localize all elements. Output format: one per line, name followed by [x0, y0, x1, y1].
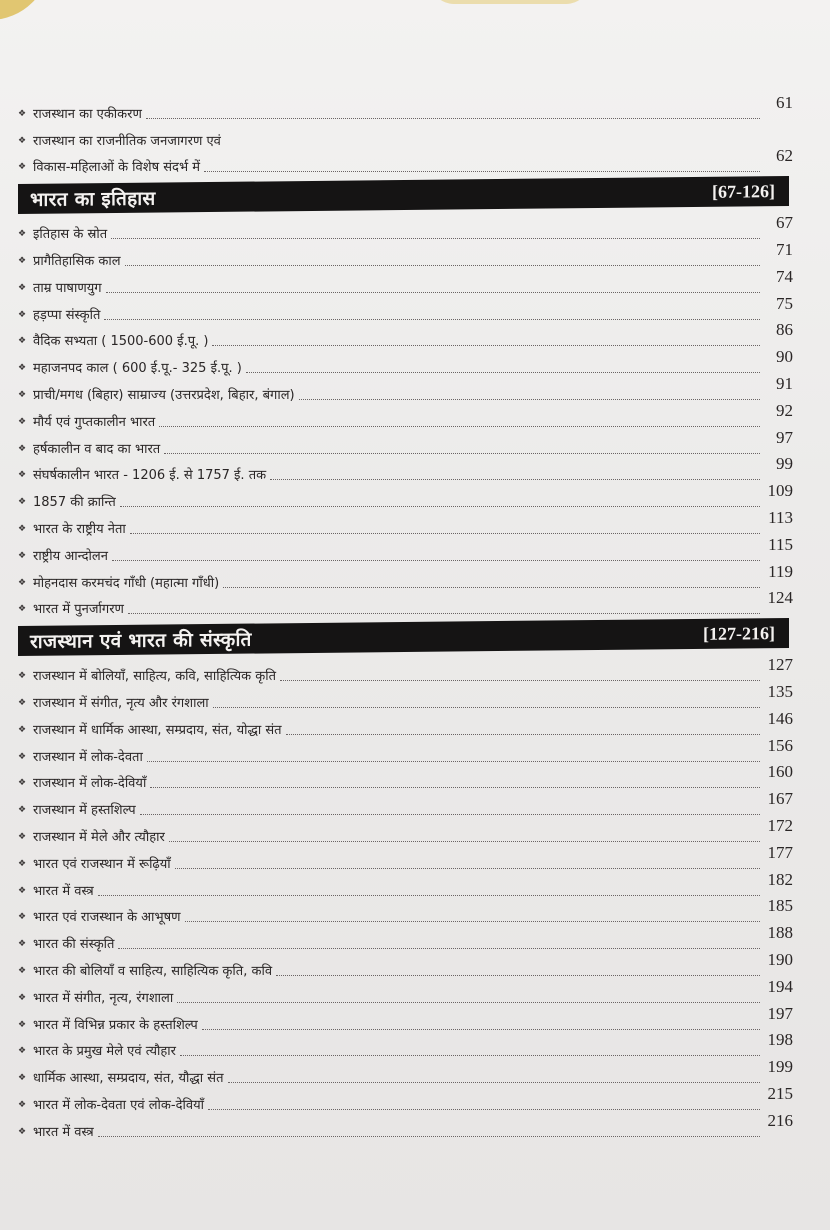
dot-leader	[185, 921, 760, 922]
toc-entry	[18, 213, 793, 243]
diamond-bullet-icon: ❖	[18, 577, 27, 588]
page-number: 127	[767, 655, 793, 675]
dot-leader	[276, 975, 760, 976]
diamond-bullet-icon: ❖	[18, 697, 27, 708]
toc-entry	[18, 869, 793, 900]
page-number: 99	[776, 454, 793, 474]
entry-title: हर्षकालीन व बाद का भारत	[33, 441, 161, 457]
toc-entry	[18, 454, 793, 485]
toc-entry	[18, 1083, 793, 1114]
entry-title: महाजनपद काल ( 600 ई.पू.- 325 ई.पू. )	[33, 361, 242, 377]
entry-title: राजस्थान में धार्मिक आस्था, सम्प्रदाय, संत, योद्धा संत	[33, 722, 282, 738]
dot-leader	[286, 734, 760, 735]
diamond-bullet-icon: ❖	[18, 363, 27, 374]
diamond-bullet-icon: ❖	[18, 336, 27, 347]
toc-entry	[18, 534, 793, 565]
diamond-bullet-icon: ❖	[18, 831, 27, 842]
toc-entry	[18, 92, 793, 123]
dot-leader	[212, 345, 760, 346]
diamond-bullet-icon: ❖	[18, 604, 27, 615]
page-number: 124	[767, 588, 793, 608]
diamond-bullet-icon: ❖	[18, 778, 27, 789]
toc-entry	[18, 146, 793, 177]
page-number: 113	[768, 507, 793, 527]
dot-leader	[169, 841, 760, 842]
page-number: 71	[776, 239, 793, 259]
diamond-bullet-icon: ❖	[18, 939, 27, 950]
dot-leader	[128, 613, 760, 614]
page-number: 97	[776, 427, 793, 447]
entry-title: 1857 की क्रान्ति	[33, 495, 116, 511]
toc-entry	[18, 815, 793, 846]
diamond-bullet-icon: ❖	[18, 389, 27, 400]
dot-leader	[299, 399, 760, 400]
diamond-bullet-icon: ❖	[18, 1073, 27, 1084]
entry-title: भारत के राष्ट्रीय नेता	[33, 521, 126, 537]
toc-entry	[18, 561, 793, 592]
dot-leader	[120, 506, 760, 507]
dot-leader	[98, 895, 760, 896]
entry-title: मौर्य एवं गुप्तकालीन भारत	[33, 414, 156, 430]
page-top-decoration	[430, 0, 590, 4]
page-number: 199	[767, 1057, 793, 1077]
diamond-bullet-icon: ❖	[18, 470, 27, 481]
page-number: 194	[767, 976, 793, 996]
entry-title: राजस्थान में संगीत, नृत्य और रंगशाला	[33, 695, 209, 711]
page-corner-decoration	[0, 0, 50, 20]
page-number: 215	[767, 1083, 793, 1103]
dot-leader	[180, 1055, 760, 1056]
entry-title: राजस्थान का राजनीतिक जनजागरण एवं	[33, 133, 221, 149]
page-number: 167	[767, 789, 793, 809]
dot-leader	[228, 1082, 760, 1083]
toc-entry	[18, 735, 793, 766]
dot-leader	[204, 171, 760, 172]
toc-entry	[18, 588, 793, 619]
dot-leader	[208, 1109, 760, 1110]
diamond-bullet-icon: ❖	[18, 309, 27, 320]
diamond-bullet-icon: ❖	[18, 912, 27, 923]
entry-title: वैदिक सभ्यता ( 1500-600 ई.पू. )	[33, 334, 209, 350]
entry-title: राष्ट्रीय आन्दोलन	[33, 548, 108, 564]
dot-leader	[223, 587, 760, 588]
entry-title: भारत में वस्त्र	[33, 1124, 94, 1140]
diamond-bullet-icon: ❖	[18, 671, 27, 682]
toc-entry	[18, 681, 793, 712]
dot-leader	[147, 761, 760, 762]
page-number: 197	[767, 1003, 793, 1023]
toc-entry	[18, 789, 793, 819]
toc-entry	[18, 1057, 793, 1087]
entry-title: प्रागैतिहासिक काल	[33, 253, 121, 269]
page-number: 182	[767, 869, 793, 889]
page-number: 216	[767, 1110, 793, 1130]
page-number: 109	[767, 481, 793, 501]
diamond-bullet-icon: ❖	[18, 1019, 27, 1030]
toc-entry	[18, 373, 793, 404]
page-number: 74	[776, 266, 793, 286]
dot-leader	[280, 680, 760, 681]
dot-leader	[112, 560, 760, 561]
diamond-bullet-icon: ❖	[18, 523, 27, 534]
entry-title: धार्मिक आस्था, सम्प्रदाय, संत, यौद्धा संत	[33, 1071, 224, 1087]
toc-entry	[18, 1003, 793, 1034]
toc-entry	[18, 762, 793, 793]
table-of-contents	[18, 92, 793, 1141]
toc-entry	[18, 293, 793, 324]
toc-entry	[18, 400, 793, 431]
page-number: 115	[768, 534, 793, 554]
diamond-bullet-icon: ❖	[18, 497, 27, 508]
toc-entry	[18, 507, 793, 538]
page-number: 119	[768, 561, 793, 581]
toc-entry	[18, 923, 793, 953]
toc-entry	[18, 655, 793, 685]
diamond-bullet-icon: ❖	[18, 724, 27, 735]
diamond-bullet-icon: ❖	[18, 550, 27, 561]
entry-title: राजस्थान में हस्तशिल्प	[33, 803, 136, 819]
page-number: 61	[776, 92, 793, 112]
dot-leader	[118, 948, 760, 949]
toc-entry	[18, 239, 793, 270]
diamond-bullet-icon: ❖	[18, 965, 27, 976]
entry-title: मोहनदास करमचंद गाँधी (महात्मा गाँधी)	[33, 575, 220, 591]
page-number: 75	[776, 293, 793, 313]
section-banner-history	[18, 176, 789, 214]
page-number: 190	[767, 949, 793, 969]
diamond-bullet-icon: ❖	[18, 255, 27, 266]
page-number: 62	[776, 146, 793, 166]
diamond-bullet-icon: ❖	[18, 1099, 27, 1110]
dot-leader	[98, 1136, 760, 1137]
page-number: 91	[776, 373, 793, 393]
toc-entry	[18, 427, 793, 458]
dot-leader	[202, 1029, 760, 1030]
section-banner-culture	[18, 618, 789, 656]
dot-leader	[175, 868, 760, 869]
diamond-bullet-icon: ❖	[18, 751, 27, 762]
diamond-bullet-icon: ❖	[18, 282, 27, 293]
dot-leader	[159, 426, 760, 427]
entry-title: राजस्थान में लोक-देवियाँ	[33, 776, 147, 792]
page-number: 185	[767, 896, 793, 916]
diamond-bullet-icon: ❖	[18, 805, 27, 816]
diamond-bullet-icon: ❖	[18, 885, 27, 896]
entry-title: भारत में पुनर्जागरण	[33, 602, 124, 618]
page-number: 198	[767, 1030, 793, 1050]
diamond-bullet-icon: ❖	[18, 108, 27, 119]
page-number: 146	[767, 708, 793, 728]
entry-title: भारत एवं राजस्थान में रूढ़ियाँ	[33, 856, 171, 872]
section-entries-culture	[18, 655, 793, 1140]
toc-entry	[18, 481, 793, 511]
page-number: 160	[767, 762, 793, 782]
diamond-bullet-icon: ❖	[18, 1046, 27, 1057]
page-number: 177	[767, 842, 793, 862]
diamond-bullet-icon: ❖	[18, 162, 27, 173]
diamond-bullet-icon: ❖	[18, 229, 27, 240]
diamond-bullet-icon: ❖	[18, 1126, 27, 1137]
page-number: 156	[767, 735, 793, 755]
entry-title: हड़प्पा संस्कृति	[33, 307, 101, 323]
dot-leader	[125, 265, 760, 266]
dot-leader	[246, 372, 760, 373]
dot-leader	[106, 292, 760, 293]
toc-entry	[18, 320, 793, 351]
diamond-bullet-icon: ❖	[18, 858, 27, 869]
page-number: 67	[776, 213, 793, 233]
entry-title: प्राची/मगध (बिहार) साम्राज्य (उत्तरप्रदेश, बिहार, बंगाल)	[33, 387, 295, 403]
page-number: 135	[767, 681, 793, 701]
dot-leader	[150, 787, 760, 788]
entry-title: संघर्षकालीन भारत - 1206 ई. से 1757 ई. तक	[33, 468, 267, 484]
entry-title: राजस्थान में मेले और त्यौहार	[33, 829, 165, 845]
dot-leader	[111, 238, 760, 239]
toc-entry	[18, 708, 793, 739]
toc-entry	[18, 842, 793, 873]
dot-leader	[164, 453, 760, 454]
diamond-bullet-icon: ❖	[18, 416, 27, 427]
toc-entry	[18, 976, 793, 1007]
entry-title: राजस्थान में बोलियाँ, साहित्य, कवि, साहित्यिक कृति	[33, 669, 277, 685]
section-entries-history	[18, 213, 793, 618]
page-number: 86	[776, 320, 793, 340]
entry-title: ताम्र पाषाणयुग	[33, 280, 102, 296]
dot-leader	[270, 479, 760, 480]
page-number: 90	[776, 347, 793, 367]
section-title: राजस्थान एवं भारत की संस्कृति	[30, 628, 252, 654]
diamond-bullet-icon: ❖	[18, 135, 27, 146]
entry-title: इतिहास के स्रोत	[33, 227, 108, 243]
toc-entry	[18, 347, 793, 377]
dot-leader	[140, 814, 760, 815]
page-number: 92	[776, 400, 793, 420]
entry-title: भारत की बोलियाँ व साहित्य, साहित्यिक कृति, कवि	[33, 963, 273, 979]
page-number: 188	[767, 923, 793, 943]
entry-title: भारत में लोक-देवता एवं लोक-देवियाँ	[33, 1097, 204, 1113]
diamond-bullet-icon: ❖	[18, 443, 27, 454]
section-page-range: [67-126]	[712, 181, 775, 202]
page-number: 172	[767, 815, 793, 835]
toc-entry	[18, 266, 793, 297]
section-page-range: [127-216]	[703, 622, 775, 644]
dot-leader	[104, 319, 760, 320]
entry-title: भारत में संगीत, नृत्य, रंगशाला	[33, 990, 174, 1006]
toc-entry	[18, 896, 793, 927]
dot-leader	[130, 533, 760, 534]
toc-entry	[18, 1110, 793, 1141]
entry-title: विकास-महिलाओं के विशेष संदर्भ में	[33, 160, 201, 176]
entry-title: राजस्थान का एकीकरण	[33, 106, 142, 122]
entry-title: भारत एवं राजस्थान के आभूषण	[33, 910, 181, 926]
diamond-bullet-icon: ❖	[18, 992, 27, 1003]
entry-title: राजस्थान में लोक-देवता	[33, 749, 143, 765]
section-title: भारत का इतिहास	[30, 187, 156, 212]
entry-title: भारत की संस्कृति	[33, 937, 115, 953]
toc-entry	[18, 123, 793, 150]
dot-leader	[213, 707, 760, 708]
entry-title: भारत के प्रमुख मेले एवं त्यौहार	[33, 1044, 176, 1060]
entry-title: भारत में विभिन्न प्रकार के हस्तशिल्प	[33, 1017, 198, 1033]
toc-entry	[18, 949, 793, 980]
dot-leader	[177, 1002, 760, 1003]
toc-entry	[18, 1030, 793, 1061]
entry-title: भारत में वस्त्र	[33, 883, 94, 899]
dot-leader	[146, 118, 760, 119]
